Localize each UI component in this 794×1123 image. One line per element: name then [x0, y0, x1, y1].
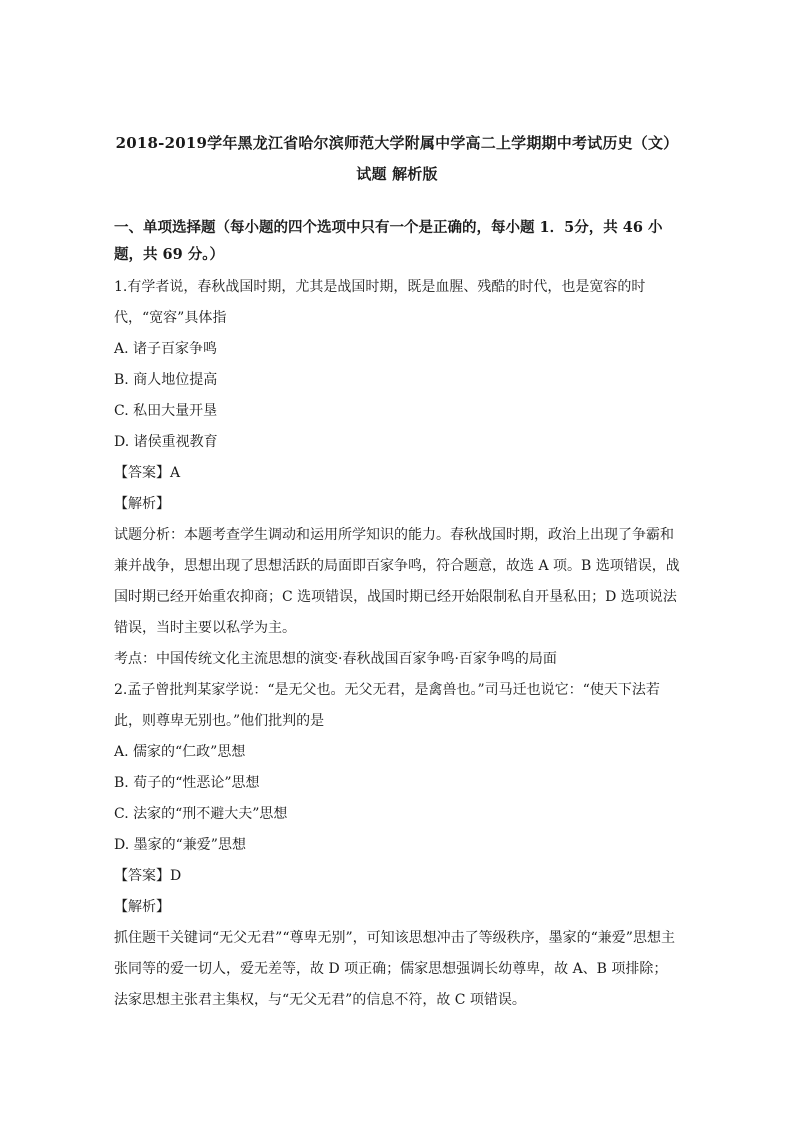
- question-1-analysis: 试题分析：本题考查学生调动和运用所学知识的能力。春秋战国时期，政治上出现了争霸和兼并战争，思想出现了思想活跃的局面即百家争鸣，符合题意，故选 A 项。B 选项错误，战国时期已经开始重农抑商；C 选项错误，战国时期已经开始限制私自开垦私田；D 选项说法错误，当时主要以私学为主。: [114, 527, 680, 636]
- question-2-option-b: B. 荀子的“性恶论”思想: [114, 775, 260, 791]
- question-1-kaodian: 考点：中国传统文化主流思想的演变·春秋战国百家争鸣·百家争鸣的局面: [114, 651, 557, 667]
- question-2: [114, 675, 680, 1016]
- question-1-analysis-label: 【解析】: [114, 496, 170, 512]
- question-1-option-a: A. 诸子百家争鸣: [114, 341, 218, 357]
- question-2-analysis-label: 【解析】: [114, 899, 170, 915]
- question-2-answer: 【答案】D: [114, 868, 182, 884]
- question-1-option-c: C. 私田大量开垦: [114, 403, 218, 419]
- question-2-stem: 2.孟子曾批判某家学说：“是无父也。无父无君，是禽兽也。”司马迁也说它：“使天下法若此，则尊卑无别也。”他们批判的是: [114, 682, 660, 729]
- question-1: [114, 272, 680, 675]
- question-1-option-d: D. 诸侯重视教育: [114, 434, 218, 450]
- question-2-analysis: 抓住题干关键词“无父无君”“尊卑无别”，可知该思想冲击了等级秩序，墨家的“兼爱”思想主张同等的爱一切人，爱无差等，故 D 项正确；儒家思想强调长幼尊卑，故 A、B 项排除；法家思想主张君主集权，与“无父无君”的信息不符，故 C 项错误。: [114, 930, 675, 1008]
- section-heading: 一、单项选择题（每小题的四个选项中只有一个是正确的，每小题 1．5分，共 46 小题，共 69 分。）: [114, 219, 663, 263]
- question-1-stem: 1.有学者说，春秋战国时期，尤其是战国时期，既是血腥、残酷的时代，也是宽容的时代，“宽容”具体指: [114, 279, 646, 326]
- document-title: 2018-2019学年黑龙江省哈尔滨师范大学附属中学高二上学期期中考试历史（文）试题 解析版: [115, 134, 679, 183]
- question-2-option-d: D. 墨家的“兼爱”思想: [114, 837, 246, 853]
- question-1-option-b: B. 商人地位提高: [114, 372, 218, 388]
- question-2-option-c: C. 法家的“刑不避大夫”思想: [114, 806, 288, 822]
- question-2-option-a: A. 儒家的“仁政”思想: [114, 744, 246, 760]
- question-1-answer: 【答案】A: [114, 465, 181, 481]
